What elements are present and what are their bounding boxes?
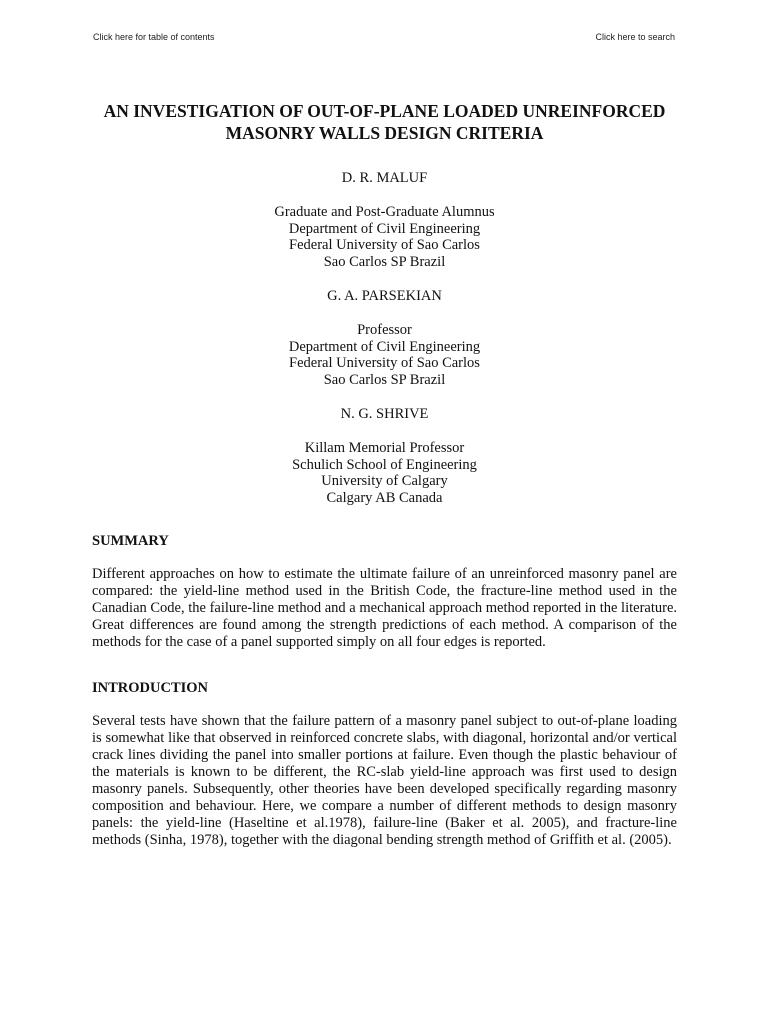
author-affiliation-line: Sao Carlos SP Brazil xyxy=(323,254,446,271)
introduction-paragraph: Several tests have shown that the failure pattern of a masonry panel subject to out-of-plane loading is somewhat like that observed in reinforced concrete slabs, with diagonal, horizontal and/or vertical crack lines dividing the panel into smaller portions at failure. Even though the plastic behaviour of the materials is known to be different, the RC-slab yield-line approach was first used to design masonry panels. Subsequently, other theories have been developed specifically regarding masonry composition and behaviour. Here, we compare a number of different methods to design masonry panels: the yield-line (Haseltine et al.1978), failure-line (Baker et al. 2005), and fracture-line methods (Sinha, 1978), together with the diagonal bending strength method of Griffith et al. (2005). xyxy=(92,713,677,848)
author-name: G. A. PARSEKIAN xyxy=(327,287,442,304)
paper-page xyxy=(92,100,677,849)
author-block xyxy=(92,170,677,271)
introduction-heading: INTRODUCTION xyxy=(92,680,209,697)
top-navigation xyxy=(93,32,675,42)
author-name: D. R. MALUF xyxy=(341,170,428,186)
author-name: N. G. SHRIVE xyxy=(340,405,429,422)
author-affiliation-line: Sao Carlos SP Brazil xyxy=(323,372,446,389)
author-affiliation-line: Schulich School of Engineering xyxy=(292,456,477,473)
paper-title-line-2: MASONRY WALLS DESIGN CRITERIA xyxy=(225,123,544,143)
author-affiliation-line: Killam Memorial Professor xyxy=(304,439,465,456)
introduction-section xyxy=(92,680,677,848)
author-block xyxy=(92,288,677,389)
author-list xyxy=(92,170,677,507)
author-affiliation-line: Graduate and Post-Graduate Alumnus xyxy=(274,203,495,220)
summary-section xyxy=(92,533,677,651)
author-affiliation-line: Department of Civil Engineering xyxy=(288,220,481,237)
summary-heading: SUMMARY xyxy=(92,532,169,549)
table-of-contents-link[interactable]: Click here for table of contents xyxy=(93,32,215,42)
author-affiliation-line: University of Calgary xyxy=(321,473,448,490)
author-affiliation-line: Federal University of Sao Carlos xyxy=(289,237,480,254)
search-link[interactable]: Click here to search xyxy=(595,32,675,42)
author-affiliation-line: Calgary AB Canada xyxy=(326,490,443,507)
paper-title-line-1: AN INVESTIGATION OF OUT-OF-PLANE LOADED UNREINFORCED xyxy=(103,101,666,121)
paper-title xyxy=(92,100,677,144)
author-affiliation-line: Federal University of Sao Carlos xyxy=(289,355,480,372)
summary-paragraph: Different approaches on how to estimate the ultimate failure of an unreinforced masonry panel are compared: the yield-line method used in the British Code, the fracture-line method used in the Canadian Code, the failure-line method and a mechanical approach method reported in the literature. Great differences are found among the strength predictions of each method. A comparison of the methods for the case of a panel supported simply on all four edges is reported. xyxy=(92,565,677,650)
author-block xyxy=(92,406,677,507)
author-affiliation-line: Department of Civil Engineering xyxy=(288,338,481,355)
author-affiliation-line: Professor xyxy=(357,321,412,338)
